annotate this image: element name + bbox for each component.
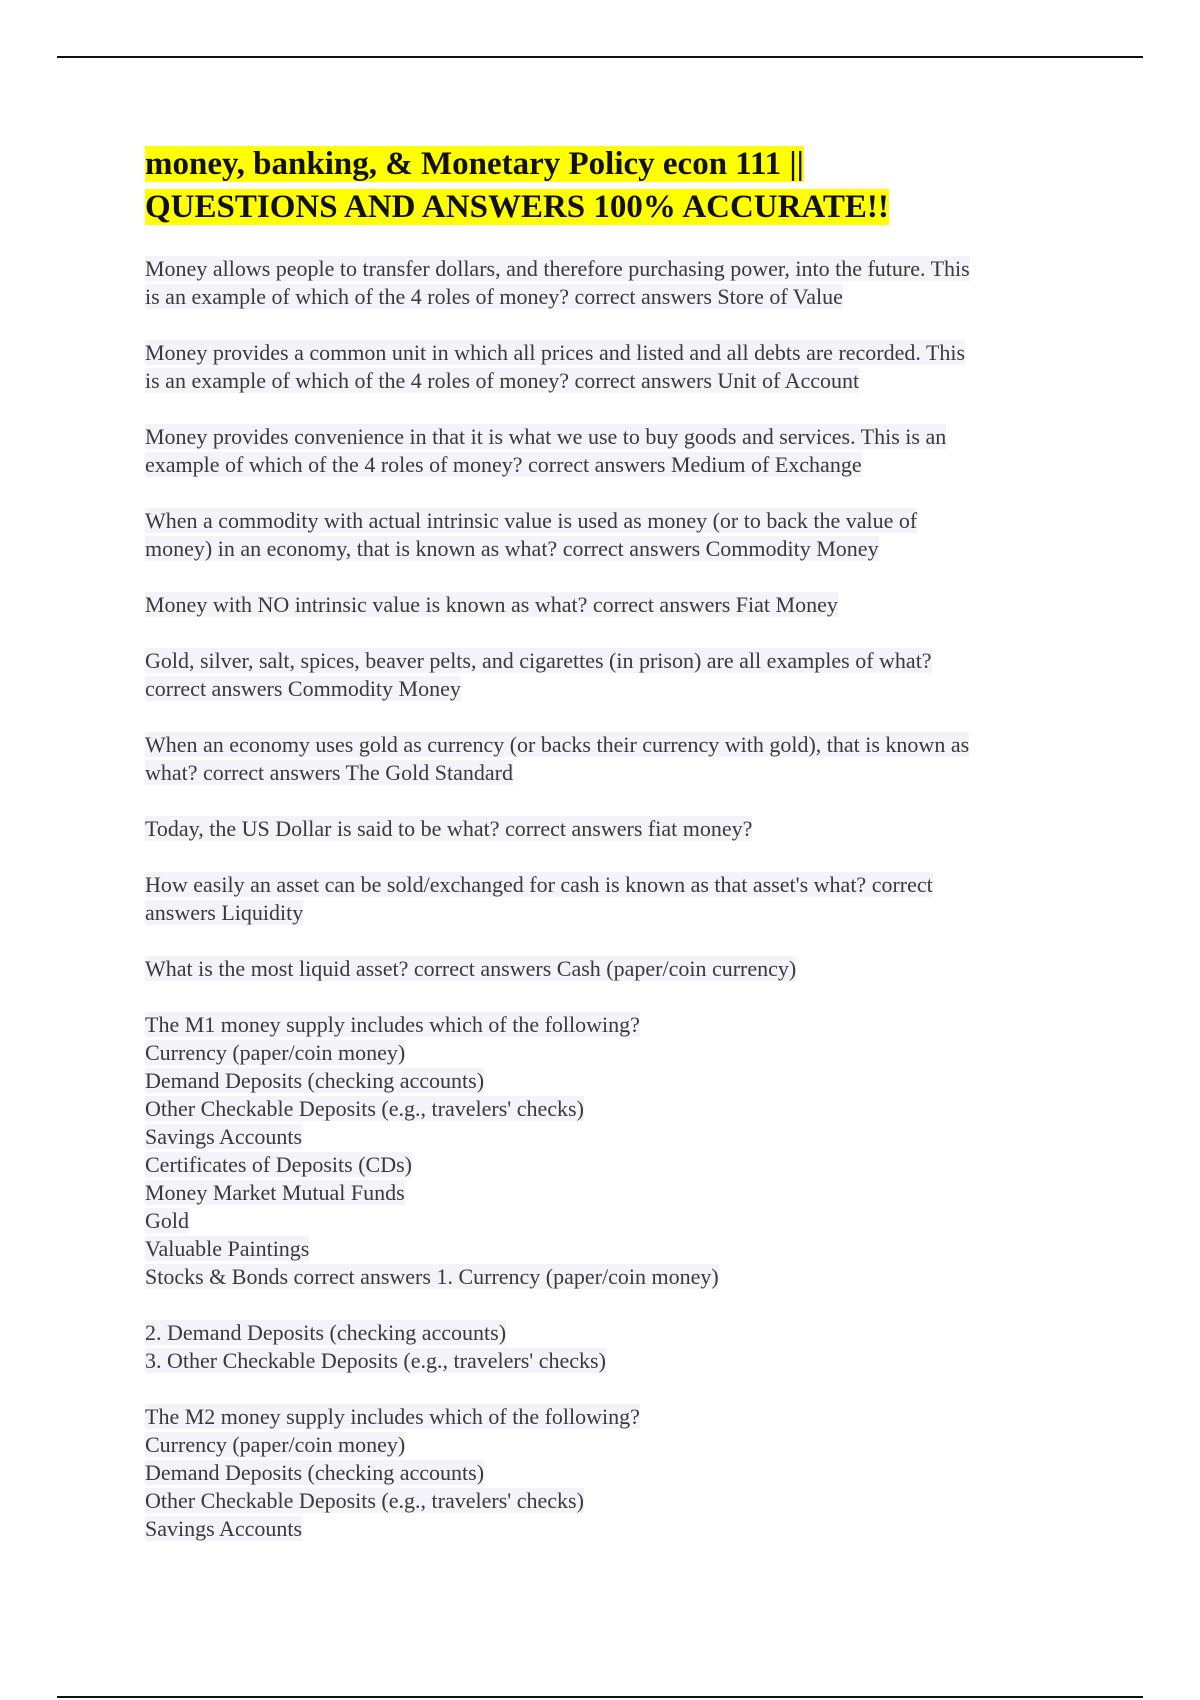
qa-line-text: The M2 money supply includes which of the following?	[145, 1404, 640, 1429]
qa-line-text: Money provides convenience in that it is what we use to buy goods and services. This is an	[145, 424, 947, 449]
document-body	[145, 143, 1055, 1571]
qa-line-text: Demand Deposits (checking accounts)	[145, 1068, 485, 1093]
qa-line-text: Today, the US Dollar is said to be what? correct answers fiat money?	[145, 816, 753, 841]
qa-line	[145, 255, 1055, 283]
qa-line-text: Currency (paper/coin money)	[145, 1040, 406, 1065]
qa-line-text: is an example of which of the 4 roles of money? correct answers Unit of Account	[145, 368, 860, 393]
qa-line	[145, 367, 1055, 395]
qa-line	[145, 1039, 1055, 1067]
qa-line-text: How easily an asset can be sold/exchanged for cash is known as that asset's what? correct	[145, 872, 933, 897]
qa-line	[145, 1487, 1055, 1515]
qa-list	[145, 255, 1055, 1543]
qa-line-text: is an example of which of the 4 roles of money? correct answers Store of Value	[145, 284, 843, 309]
qa-line	[145, 815, 1055, 843]
top-divider	[57, 56, 1143, 58]
qa-line	[145, 451, 1055, 479]
qa-line	[145, 675, 1055, 703]
qa-line	[145, 507, 1055, 535]
qa-line-text: what? correct answers The Gold Standard	[145, 760, 513, 785]
qa-line	[145, 1515, 1055, 1543]
qa-line	[145, 591, 1055, 619]
qa-block	[145, 731, 1055, 787]
qa-line	[145, 759, 1055, 787]
qa-line-text: Savings Accounts	[145, 1516, 303, 1541]
bottom-divider	[57, 1696, 1143, 1698]
qa-line-text: Other Checkable Deposits (e.g., travelers' checks)	[145, 1096, 584, 1121]
qa-line-text: When an economy uses gold as currency (or backs their currency with gold), that is known as	[145, 732, 970, 757]
qa-block	[145, 423, 1055, 479]
qa-line	[145, 647, 1055, 675]
qa-line	[145, 1151, 1055, 1179]
qa-line	[145, 283, 1055, 311]
qa-line-text: 2. Demand Deposits (checking accounts)	[145, 1320, 507, 1345]
qa-line-text: Savings Accounts	[145, 1124, 303, 1149]
qa-block	[145, 871, 1055, 927]
qa-line-text: What is the most liquid asset? correct answers Cash (paper/coin currency)	[145, 956, 797, 981]
qa-line	[145, 1179, 1055, 1207]
qa-line	[145, 1263, 1055, 1291]
qa-block	[145, 815, 1055, 843]
qa-line-text: Money provides a common unit in which all prices and listed and all debts are recorded. This	[145, 340, 966, 365]
qa-line-text: Money allows people to transfer dollars, and therefore purchasing power, into the future. This	[145, 256, 970, 281]
qa-block	[145, 955, 1055, 983]
qa-block	[145, 1011, 1055, 1291]
qa-line	[145, 1235, 1055, 1263]
qa-line	[145, 1431, 1055, 1459]
qa-block	[145, 1403, 1055, 1543]
qa-line	[145, 339, 1055, 367]
qa-line-text: Gold	[145, 1208, 189, 1233]
qa-block	[145, 591, 1055, 619]
qa-line	[145, 899, 1055, 927]
qa-line	[145, 1123, 1055, 1151]
document-title	[145, 143, 1055, 229]
title-line-2: QUESTIONS AND ANSWERS 100% ACCURATE!!	[145, 189, 889, 225]
qa-line-text: When a commodity with actual intrinsic value is used as money (or to back the value of	[145, 508, 918, 533]
qa-line	[145, 955, 1055, 983]
qa-line-text: Currency (paper/coin money)	[145, 1432, 406, 1457]
qa-line-text: Money with NO intrinsic value is known as what? correct answers Fiat Money	[145, 592, 838, 617]
qa-line	[145, 423, 1055, 451]
qa-line-text: Money Market Mutual Funds	[145, 1180, 405, 1205]
qa-line-text: correct answers Commodity Money	[145, 676, 461, 701]
qa-line-text: Certificates of Deposits (CDs)	[145, 1152, 412, 1177]
qa-line-text: Valuable Paintings	[145, 1236, 310, 1261]
qa-line	[145, 1011, 1055, 1039]
qa-block	[145, 1319, 1055, 1375]
qa-line-text: 3. Other Checkable Deposits (e.g., travelers' checks)	[145, 1348, 606, 1373]
title-line-1: money, banking, & Monetary Policy econ 111 ||	[145, 146, 804, 182]
qa-line	[145, 1207, 1055, 1235]
qa-block	[145, 507, 1055, 563]
qa-line	[145, 1347, 1055, 1375]
qa-line-text: The M1 money supply includes which of the following?	[145, 1012, 640, 1037]
qa-block	[145, 339, 1055, 395]
qa-line	[145, 535, 1055, 563]
qa-line-text: example of which of the 4 roles of money? correct answers Medium of Exchange	[145, 452, 862, 477]
qa-line-text: money) in an economy, that is known as what? correct answers Commodity Money	[145, 536, 879, 561]
qa-line-text: Gold, silver, salt, spices, beaver pelts, and cigarettes (in prison) are all examples of what?	[145, 648, 932, 673]
qa-line-text: Demand Deposits (checking accounts)	[145, 1460, 485, 1485]
qa-block	[145, 255, 1055, 311]
qa-line	[145, 1319, 1055, 1347]
qa-line-text: Stocks & Bonds correct answers 1. Currency (paper/coin money)	[145, 1264, 719, 1289]
qa-line	[145, 1095, 1055, 1123]
qa-line-text: Other Checkable Deposits (e.g., travelers' checks)	[145, 1488, 584, 1513]
qa-line	[145, 1403, 1055, 1431]
qa-line	[145, 731, 1055, 759]
qa-line	[145, 1459, 1055, 1487]
qa-line-text: answers Liquidity	[145, 900, 304, 925]
qa-line	[145, 871, 1055, 899]
qa-block	[145, 647, 1055, 703]
qa-line	[145, 1067, 1055, 1095]
